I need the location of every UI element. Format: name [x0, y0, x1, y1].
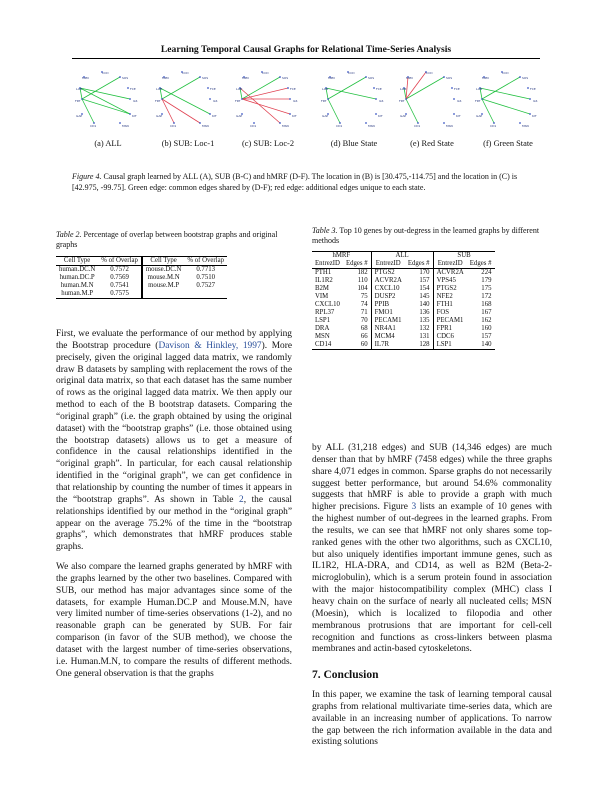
node-label: GAP [76, 114, 83, 118]
node-label: SOS [368, 76, 375, 80]
t3-cell: 162 [481, 317, 492, 324]
panel-caption: (f) Green State [483, 139, 533, 148]
graph-node [443, 76, 445, 78]
table-row [312, 341, 495, 350]
t3-cell: 131 [405, 333, 433, 341]
graph-node [405, 98, 407, 100]
node-label: MSN [368, 124, 375, 128]
graph-node [209, 98, 211, 100]
t3-cell: 167 [481, 309, 492, 316]
node-label: MPN [482, 76, 489, 80]
node-label: IL6 [213, 99, 218, 103]
figure-panel [396, 66, 468, 148]
t2-header: Cell Type [56, 257, 98, 266]
figure-panel [72, 66, 144, 148]
table-row [56, 266, 227, 275]
t3-cell: 154 [405, 285, 433, 293]
table2-caption [56, 230, 290, 250]
graph-node [453, 98, 455, 100]
node-label: CCD [502, 71, 509, 75]
t3-cell: FOS [436, 309, 450, 316]
graph-node [527, 87, 529, 89]
common-edge [162, 77, 200, 99]
node-label: CD1 [336, 124, 343, 128]
graph-node [451, 87, 453, 89]
figure-panel [152, 66, 224, 148]
node-label: SOS [202, 76, 209, 80]
node-label: KIT [378, 114, 383, 118]
graph-node [129, 98, 131, 100]
figure-caption-text: Causal graph learned by ALL (A), SUB (B-C) and hMRF (D-F). The location in (B) is [30.475,-114.75] and the location in (C) is [42.975, -99.75]. Green edge: common edges shared by (D-F); red edge: additional edges unique to each state. [72, 172, 518, 192]
graph-node [81, 98, 83, 100]
graph-node [279, 76, 281, 78]
t3-cell: CXCL10 [374, 285, 400, 292]
causal-graph [152, 66, 224, 136]
t3-cell: ACVR2A [374, 277, 402, 284]
t3-cell: FTH1 [436, 301, 453, 308]
t3-cell: 168 [481, 301, 492, 308]
panel-caption: (c) SUB: Loc-2 [241, 139, 295, 148]
common-edge [328, 99, 340, 123]
t3-cell: PTGS2 [436, 285, 457, 292]
graph-node [529, 98, 531, 100]
figure-ref-link[interactable]: 3 [411, 502, 417, 513]
t3-cell: 172 [481, 293, 492, 300]
t3-subheader: Edges # [343, 260, 371, 269]
t3-cell: VPS45 [436, 277, 456, 284]
t3-cell: ACVR2A [436, 269, 464, 276]
figure-panel [472, 66, 544, 148]
common-edge [406, 99, 418, 123]
t2-cell: mouse.M.N [147, 274, 180, 281]
node-label: CCD [426, 71, 433, 75]
t2-cell: 0.7713 [196, 266, 216, 273]
t2-cell: mouse.DC.N [145, 266, 182, 273]
node-label: FCE [130, 87, 136, 91]
conclusion-paragraph: In this paper, we examine the task of learning temporal causal graphs from relational multivariate time-series data, which are available in an increasing number of applications. To narrow the gap between the rich information available in the data and existing solutions [312, 690, 552, 748]
graph-node [287, 87, 289, 89]
t3-subheader: Edges # [405, 260, 433, 269]
node-label: MSN [122, 124, 129, 128]
node-label: CCD [102, 71, 109, 75]
causal-graph [72, 66, 144, 136]
table3-caption-text: Top 10 genes by out-degress in the learned graphs by different methods [312, 226, 540, 246]
node-label: GAP [156, 114, 163, 118]
t2-header: % of Overlap [98, 257, 142, 266]
node-label: IL6 [533, 99, 538, 103]
t3-cell: NFE2 [436, 293, 453, 300]
node-label: FCE [290, 87, 296, 91]
t3-cell: FPR1 [436, 325, 453, 332]
node-label: CD1 [250, 124, 257, 128]
graph-node [241, 98, 243, 100]
t2-cell [142, 290, 185, 299]
node-label: CCD [262, 71, 269, 75]
common-edge [480, 88, 530, 99]
node-label: FCE [530, 87, 536, 91]
t2-cell: 0.7572 [98, 266, 142, 275]
causal-graph [472, 66, 544, 136]
figure-panel [232, 66, 304, 148]
graph-node [365, 122, 367, 124]
t3-cell: NR4A1 [374, 325, 396, 332]
node-label: KIT [132, 114, 137, 118]
node-label: MSN [522, 124, 529, 128]
table-row [312, 301, 495, 309]
panel-caption: (d) Blue State [330, 139, 378, 148]
table-ref-link[interactable]: 2 [239, 494, 244, 505]
graph-node [481, 98, 483, 100]
t3-cell: CXCL10 [315, 301, 340, 308]
node-label: FRT [475, 99, 481, 103]
graph-node [443, 122, 445, 124]
t3-group-header: SUB [457, 252, 471, 259]
graph-node [327, 98, 329, 100]
graph-node [199, 122, 201, 124]
node-label: LAM [76, 87, 83, 91]
node-label: FRT [155, 99, 161, 103]
t3-cell: 70 [343, 317, 371, 325]
left-column [56, 329, 292, 688]
node-label: GAP [236, 114, 243, 118]
table-3 [312, 251, 495, 350]
citation-link[interactable]: Davison & Hinkley, 1997 [158, 340, 262, 351]
table-row [312, 309, 495, 317]
table-row [56, 274, 227, 282]
node-label: FRT [235, 99, 241, 103]
causal-graph [318, 66, 390, 136]
unique-edge [242, 99, 290, 114]
table-2 [56, 256, 227, 299]
graph-node [519, 76, 521, 78]
node-label: FRT [75, 99, 81, 103]
graph-node [127, 87, 129, 89]
table-row [312, 293, 495, 301]
panel-caption: (b) SUB: Loc-1 [161, 139, 215, 148]
t2-cell: 0.7569 [98, 274, 142, 282]
t3-cell: 140 [481, 341, 492, 348]
node-label: MPN [82, 76, 89, 80]
table-row [312, 317, 495, 325]
t3-cell: 175 [481, 285, 492, 292]
t3-cell: PTGS2 [374, 269, 395, 276]
node-label: KIT [456, 114, 461, 118]
figure-caption [72, 172, 540, 193]
table3-label: Table 3. [312, 226, 338, 235]
t2-cell: human.M.N [60, 282, 94, 289]
t2-cell: human.M.P [61, 290, 93, 297]
graph-node [375, 98, 377, 100]
t3-cell: 104 [343, 285, 371, 293]
node-label: CD1 [90, 124, 97, 128]
t3-subheader: EntrezID [433, 260, 467, 269]
t3-cell: 132 [405, 325, 433, 333]
t3-cell: IL1R2 [315, 277, 333, 284]
graph-node [129, 113, 131, 115]
t3-subheader: Edges # [467, 260, 495, 269]
node-label: SOS [122, 76, 129, 80]
graph-node [375, 113, 377, 115]
t3-cell: PECAM1 [374, 317, 402, 324]
node-label: LAM [476, 87, 483, 91]
node-label: GAP [400, 114, 407, 118]
table2-label: Table 2. [56, 230, 82, 239]
running-header: Learning Temporal Causal Graphs for Relational Time-Series Analysis [160, 44, 452, 55]
t3-cell: 224 [481, 269, 492, 276]
graph-node [529, 113, 531, 115]
table-row [312, 325, 495, 333]
node-label: IL6 [379, 99, 384, 103]
t3-cell: MSN [315, 333, 330, 340]
t3-cell: CDC6 [436, 333, 454, 340]
panel-caption: (e) Red State [410, 139, 454, 148]
causal-graph [396, 66, 468, 136]
t3-cell: IL7R [374, 341, 390, 348]
node-label: IL6 [293, 99, 298, 103]
figure-4 [72, 66, 540, 156]
node-label: MSN [282, 124, 289, 128]
node-label: MPN [242, 76, 249, 80]
comparison-paragraph: We also compare the learned graphs generated by hMRF with the graphs learned by the other two baselines. Compared with SUB, our method has major advantages since some of the datasets, for example Human.DC.P and Mouse.M.N, have very limited number of time-series observations (1-2), and no reasonable graph can be generated by SUB. For fair comparison (in favor of the SUB method), we choose the dataset with the largest number of time-series observations, i.e. Human.M.N, to compare the results of different methods. One general observation is that the graphs [56, 562, 292, 679]
node-label: FCE [454, 87, 460, 91]
node-label: CD1 [414, 124, 421, 128]
t2-cell: human.DC.P [59, 274, 95, 281]
node-label: LAM [156, 87, 163, 91]
node-label: GAP [322, 114, 329, 118]
t3-cell: 145 [405, 293, 433, 301]
common-edge [80, 88, 130, 99]
t3-cell: 179 [481, 277, 492, 284]
t3-group-header: ALL [371, 252, 433, 261]
node-label: SOS [522, 76, 529, 80]
figure-panel [318, 66, 390, 148]
table-row [56, 282, 227, 290]
t3-cell: 170 [405, 269, 433, 278]
t3-cell: 60 [343, 341, 371, 350]
density-paragraph: by ALL (31,218 edges) and SUB (14,346 edges) are much denser than that by hMRF (7458 edges) while the three graphs share 4,071 edges in common. Sparse graphs do not necessarily suggest better performance, but around 54.6% commonality suggests that hMRF is able to provide a graph with much higher precisions. Figure 3 lists an example of 10 genes with the highest number of out-degrees in the learned graphs. From the results, we can see that hMRF not only shares some top-ranked genes with the other two algorithms, such as CXCL10, but also uniquely identifies important immune genes, such as IL1R2, HLA-DRA, and CD14, as well as B2M (Beta-2-microglobulin), which is a serum protein found in association with the major histocompatibility complex (MHC) class I heavy chain on the surface of nearly all nucleated cells; MSN (Moesin), which is localized to filopodia and other membranous protrusions that are important for cell-cell recognition and functions as cross-linkers between plasma membranes and actin-based cytoskeletons. [312, 443, 552, 655]
common-edge [326, 88, 376, 99]
t2-cell: mouse.M.P [148, 282, 180, 289]
t3-group-header: hMRF [312, 252, 371, 261]
t3-cell: RPL37 [315, 309, 335, 316]
t3-cell: 75 [343, 293, 371, 301]
table-row [312, 269, 495, 278]
t3-cell: 157 [481, 333, 492, 340]
t2-cell: 0.7510 [196, 274, 216, 281]
t3-cell: VIM [315, 293, 329, 300]
node-label: LAM [400, 87, 407, 91]
t3-cell: 128 [405, 341, 433, 350]
node-label: CCD [348, 71, 355, 75]
graph-node [207, 87, 209, 89]
table-row [312, 333, 495, 341]
node-label: MSN [446, 124, 453, 128]
t3-cell: PECAM1 [436, 317, 464, 324]
t3-cell: PTH1 [315, 269, 332, 276]
t3-cell: 135 [405, 317, 433, 325]
graph-node [209, 113, 211, 115]
node-label: LAM [236, 87, 243, 91]
node-label: MPN [162, 76, 169, 80]
node-label: IL6 [457, 99, 462, 103]
t3-cell: PPIB [374, 301, 390, 308]
node-label: MSN [202, 124, 209, 128]
t3-cell: 182 [343, 269, 371, 278]
t2-header: % of Overlap [184, 257, 227, 266]
node-label: FCE [376, 87, 382, 91]
t3-cell: DRA [315, 325, 330, 332]
graph-node [119, 76, 121, 78]
graph-node [453, 113, 455, 115]
t3-cell: 160 [481, 325, 492, 332]
section-heading: 7. Conclusion [312, 669, 379, 682]
node-label: CD1 [490, 124, 497, 128]
t3-cell: 157 [405, 277, 433, 285]
node-label: GAP [476, 114, 483, 118]
node-label: SOS [446, 76, 453, 80]
unique-edge [240, 88, 280, 123]
t3-cell: 71 [343, 309, 371, 317]
node-label: FRT [321, 99, 327, 103]
t2-cell [184, 290, 227, 299]
table3-caption [312, 226, 546, 246]
t2-cell: human.DC.N [59, 266, 96, 273]
table2-caption-text: Percentage of overlap between bootstrap graphs and original graphs [56, 230, 278, 250]
t3-cell: 136 [405, 309, 433, 317]
t3-cell: 110 [343, 277, 371, 285]
t3-cell: DUSP2 [374, 293, 396, 300]
table-row [312, 285, 495, 293]
common-edge [406, 77, 444, 99]
causal-graph [232, 66, 304, 136]
node-label: MPN [406, 76, 413, 80]
t3-subheader: EntrezID [312, 260, 343, 269]
t2-header: Cell Type [142, 257, 185, 266]
t2-cell: 0.7575 [98, 290, 142, 299]
graph-node [289, 98, 291, 100]
t3-cell: MCM4 [374, 333, 395, 340]
node-label: FRT [399, 99, 405, 103]
panel-caption: (a) ALL [94, 139, 122, 148]
node-label: KIT [292, 114, 297, 118]
t3-cell: 66 [343, 333, 371, 341]
t3-cell: B2M [315, 285, 329, 292]
common-edge [242, 77, 280, 99]
graph-node [289, 113, 291, 115]
common-edge [482, 99, 530, 114]
t2-cell: 0.7527 [196, 282, 216, 289]
graph-node [373, 87, 375, 89]
graph-node [119, 122, 121, 124]
node-label: SOS [282, 76, 289, 80]
node-label: KIT [532, 114, 537, 118]
t3-cell: 68 [343, 325, 371, 333]
graph-node [199, 76, 201, 78]
t3-cell: FMO1 [374, 309, 393, 316]
right-column [312, 443, 552, 757]
t2-cell: 0.7541 [98, 282, 142, 290]
node-label: CD1 [170, 124, 177, 128]
header-rule [72, 58, 540, 59]
node-label: LAM [322, 87, 329, 91]
node-label: MPN [328, 76, 335, 80]
t3-subheader: EntrezID [371, 260, 405, 269]
t3-cell: CD14 [315, 341, 332, 348]
table-row [312, 277, 495, 285]
node-label: CCD [182, 71, 189, 75]
bootstrap-paragraph: First, we evaluate the performance of our method by applying the Bootstrap procedure (Davison & Hinkley, 1997). More precisely, given the original lagged data matrix, we randomly draw B datasets by sampling with replacement the rows of the original data matrix, so that each dataset has the same number of rows as the original lagged data matrix. We then apply our method to each of the B bootstrap datasets. Comparing the “original graph” (i.e. the graph obtained by using the original dataset) with the “bootstrap graphs” (i.e. those obtained using the bootstrap datasets) allows us to get a measure of confidence in the causal relationships identified in the “original graph”. In particular, for each causal relationship identified in the “original graph”, we can get confidence in that relationship by counting the number of times it appears in the “bootstrap graphs”. As shown in Table 2, the causal relationships identified by our method in the “original graph” appear on the average 75.2% of the time in the “bootstrap graphs”, which demonstrates that hMRF produces stable graphs. [56, 329, 293, 553]
node-label: IL6 [133, 99, 138, 103]
t3-cell: 140 [405, 301, 433, 309]
figure-label: Figure 4. [72, 172, 102, 181]
unique-edge [242, 88, 288, 99]
t3-cell: LSP1 [315, 317, 331, 324]
graph-node [279, 122, 281, 124]
table-row [56, 290, 227, 299]
t3-cell: 74 [343, 301, 371, 309]
graph-node [365, 76, 367, 78]
graph-node [161, 98, 163, 100]
node-label: FCE [210, 87, 216, 91]
t3-cell: LSP1 [436, 341, 452, 348]
graph-node [519, 122, 521, 124]
node-label: KIT [212, 114, 217, 118]
